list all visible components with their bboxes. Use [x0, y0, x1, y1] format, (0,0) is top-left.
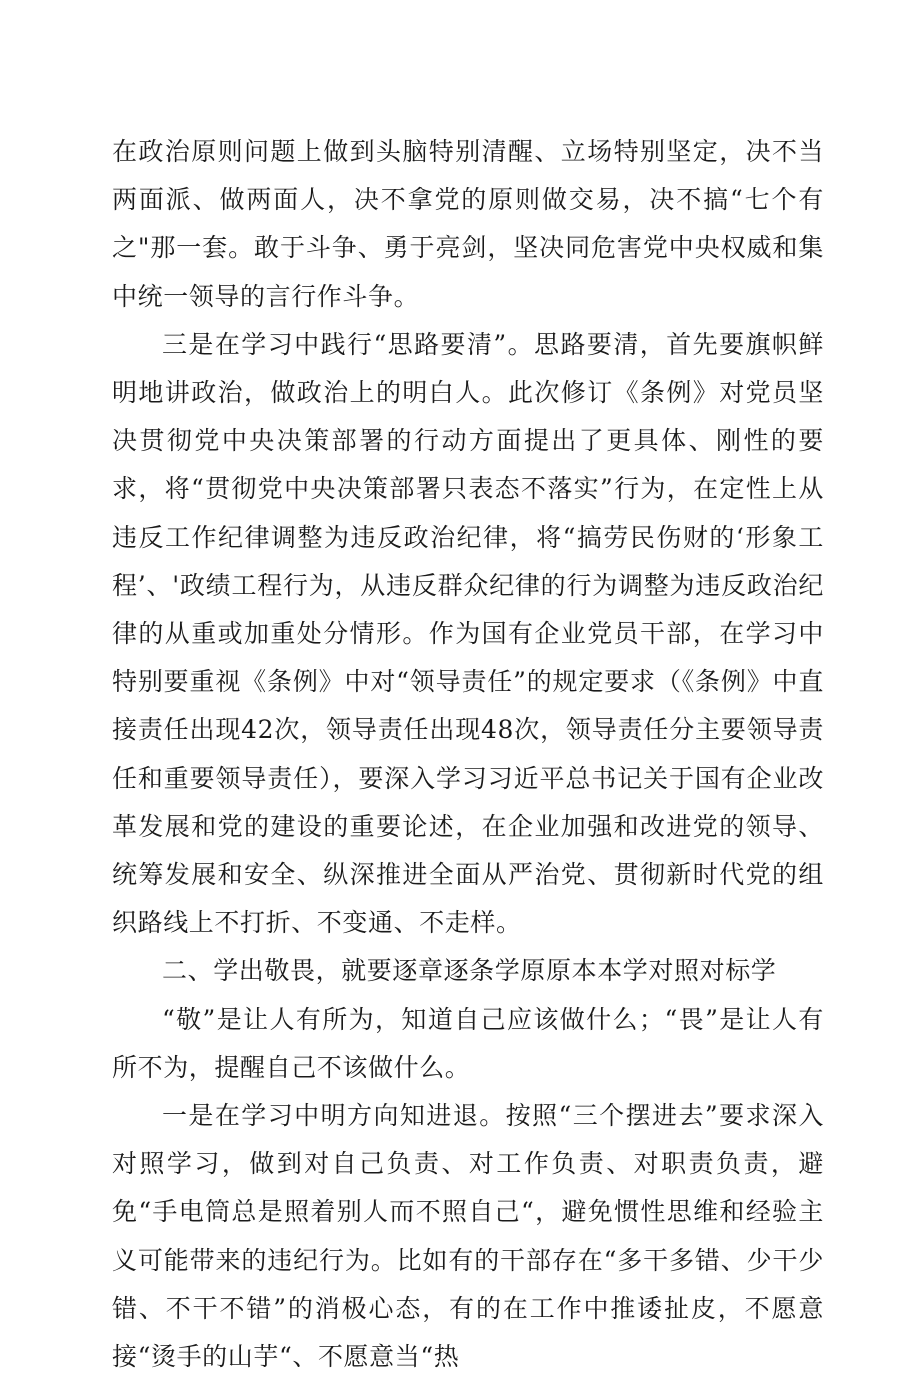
paragraph-point-three: 三是在学习中践行“思路要清”。思路要清，首先要旗帜鲜明地讲政治，做政治上的明白人。此次修订《条例》对党员坚决贯彻党中央决策部署的行动方面提出了更具体、刚性的要求，将“贯彻党中央决策部署只表态不落实”行为，在定性上从违反工作纪律调整为违反政治纪律，将“搞劳民伤财的‘形象工程’、'政绩工程行为，从违反群众纪律的行为调整为违反政治纪律的从重或加重处分情形。作为国有企业党员干部，在学习中特别要重视《条例》中对“领导责任”的规定要求（《条例》中直接责任出现42次，领导责任出现48次，领导责任分主要领导责任和重要领导责任），要深入学习习近平总书记关于国有企业改革发展和党的建设的重要论述，在企业加强和改进党的领导、统筹发展和安全、纵深推进全面从严治党、贯彻新时代党的组织路线上不打折、不变通、不走样。 — [112, 329, 824, 938]
paragraph-continuation: 在政治原则问题上做到头脑特别清醒、立场特别坚定，决不当两面派、做两面人，决不拿党的原则做交易，决不搞“七个有之"那一套。敢于斗争、勇于亮剑，坚决同危害党中央权威和集中统一领导的言行作斗争。 — [112, 137, 824, 311]
paragraph-point-one: 一是在学习中明方向知进退。按照“三个摆进去”要求深入对照学习，做到对自己负责、对工作负责、对职责负责，避免“手电筒总是照着别人而不照自己“，避免惯性思维和经验主义可能带来的违纪行为。比如有的干部存在“多干多错、少干少错、不干不错”的消极心态，有的在工作中推诿扯皮，不愿意接“烫手的山芋“、不愿意当“热 — [112, 1101, 824, 1372]
paragraph-respect-definition: “敬”是让人有所为，知道自己应该做什么；“畏”是让人有所不为，提醒自己不该做什么。 — [112, 1004, 824, 1082]
section-heading-two: 二、学出敬畏，就要逐章逐条学原原本本学对照对标学 — [162, 956, 777, 986]
document-body — [112, 128, 824, 1381]
